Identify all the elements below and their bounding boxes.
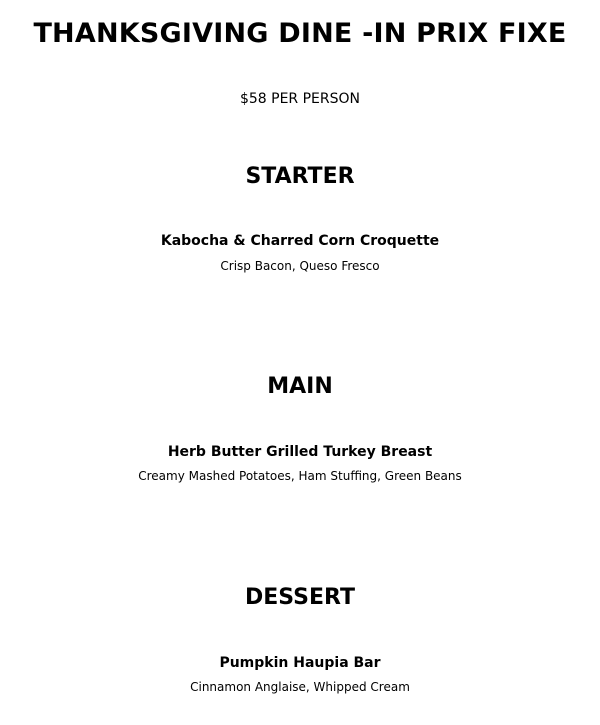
- page-title: THANKSGIVING DINE -IN PRIX FIXE: [33, 18, 567, 49]
- section-heading-dessert: DESSERT: [245, 585, 355, 610]
- dish-name-starter: Kabocha & Charred Corn Croquette: [160, 233, 440, 249]
- section-heading-starter: STARTER: [245, 164, 355, 189]
- dish-name-main: Herb Butter Grilled Turkey Breast: [167, 444, 433, 460]
- dish-description-main: Creamy Mashed Potatoes, Ham Stuffing, Green Beans: [138, 469, 462, 483]
- section-heading-main: MAIN: [267, 374, 333, 399]
- dish-name-dessert: Pumpkin Haupia Bar: [219, 655, 381, 671]
- price-per-person: $58 PER PERSON: [239, 91, 361, 107]
- dish-description-dessert: Cinnamon Anglaise, Whipped Cream: [190, 680, 410, 694]
- dish-description-starter: Crisp Bacon, Queso Fresco: [220, 259, 380, 273]
